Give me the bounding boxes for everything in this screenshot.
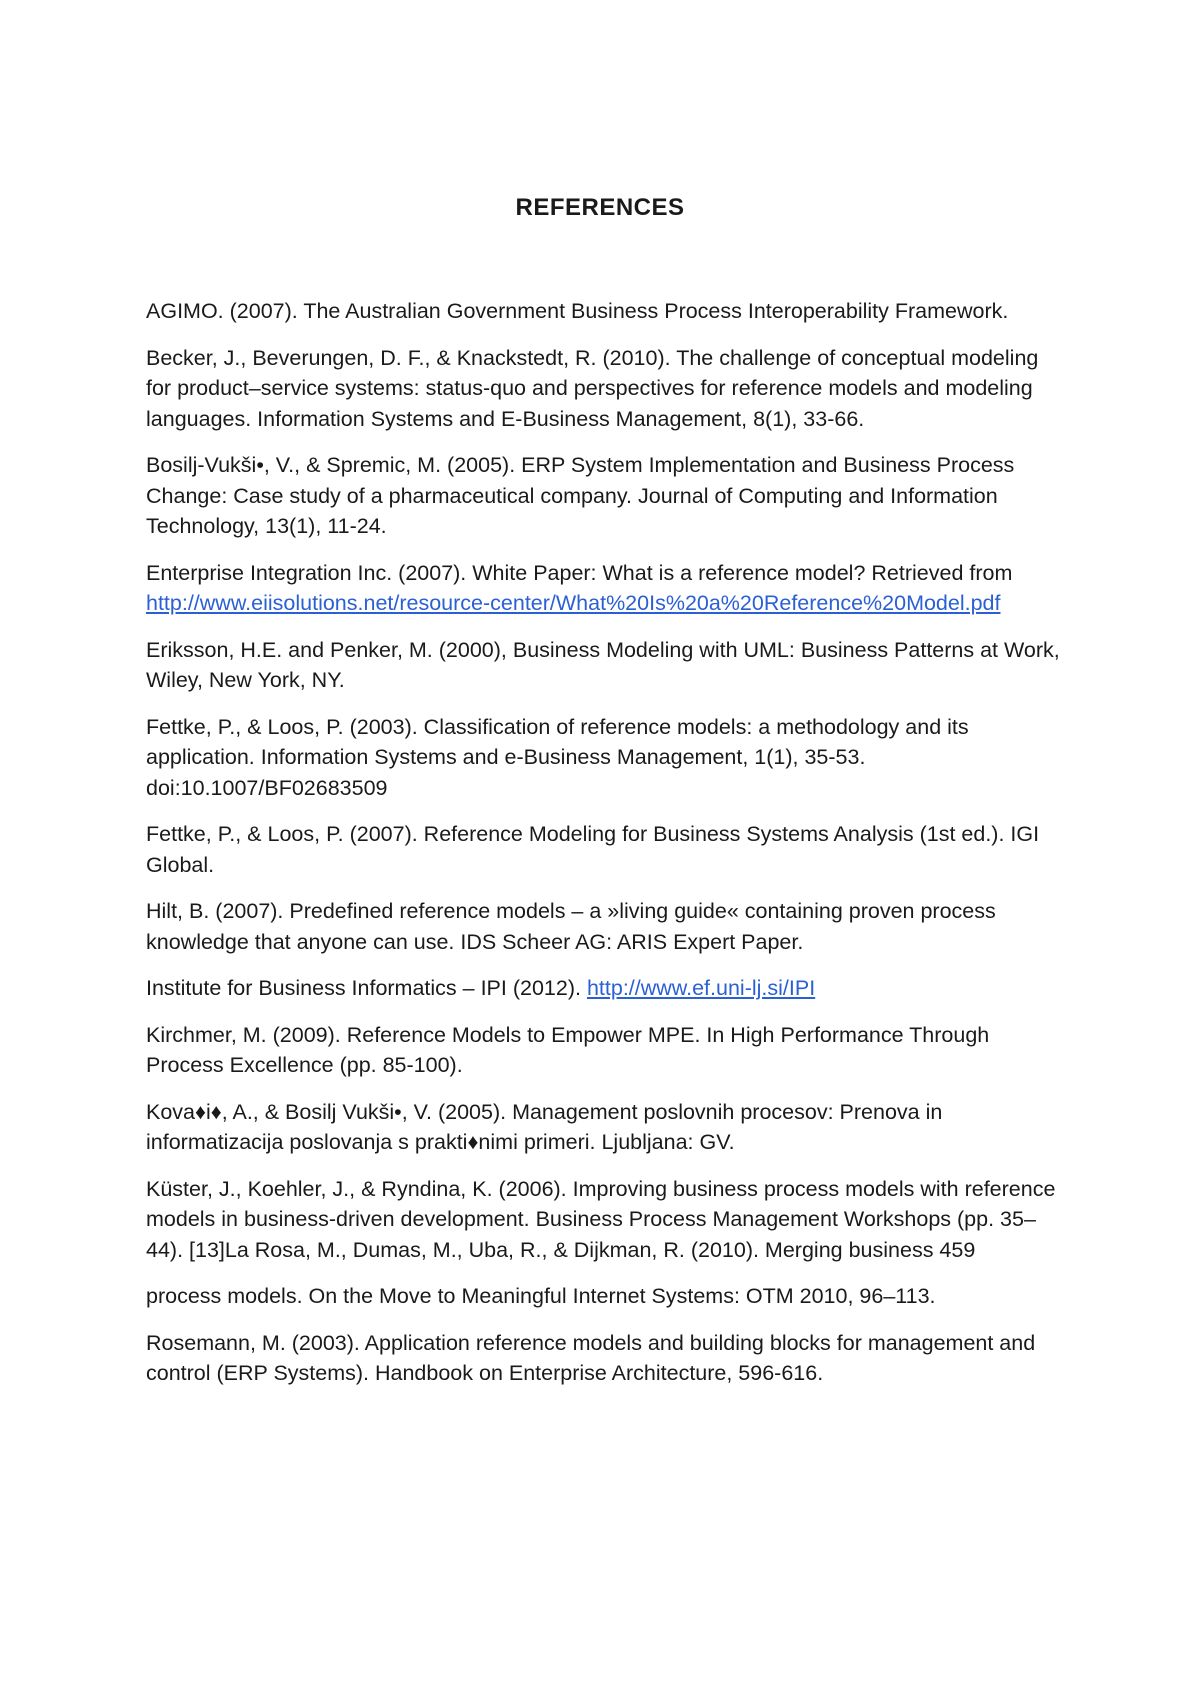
- reference-link[interactable]: http://www.ef.uni-lj.si/IPI: [586, 976, 816, 1000]
- reference-item: [146, 296, 1066, 327]
- reference-text: process models. On the Move to Meaningful Internet Systems: OTM 2010, 96–113.: [146, 1284, 936, 1308]
- reference-text: Hilt, B. (2007). Predefined reference models – a »living guide« containing proven process knowledge that anyone can use. IDS Scheer AG: ARIS Expert Paper.: [146, 899, 996, 954]
- reference-item: [146, 343, 1066, 435]
- reference-item: [146, 450, 1066, 542]
- reference-list: [146, 296, 1066, 1405]
- reference-text: Bosilj-Vukši•, V., & Spremic, M. (2005). ERP System Implementation and Business Process Change: Case study of a pharmaceutical company. Journal of Computing and Information Technology, 13(1), 11-24.: [146, 453, 1015, 538]
- reference-item: [146, 819, 1066, 880]
- reference-text: Enterprise Integration Inc. (2007). White Paper: What is a reference model? Retrieved from: [146, 560, 1013, 585]
- reference-item: [146, 1020, 1066, 1081]
- reference-item: [146, 635, 1066, 696]
- reference-text: Kirchmer, M. (2009). Reference Models to Empower MPE. In High Performance Through Process Excellence (pp. 85-100).: [146, 1022, 990, 1077]
- reference-text: Becker, J., Beverungen, D. F., & Knackstedt, R. (2010). The challenge of conceptual modeling for product–service systems: status-quo and perspectives for reference models and modeling languages. Information Systems and E-Business Management, 8(1), 33-66.: [146, 345, 1039, 431]
- reference-text: AGIMO. (2007). The Australian Government Business Process Interoperability Framework.: [146, 299, 1009, 323]
- reference-item: [146, 1174, 1066, 1266]
- reference-item: [146, 896, 1066, 957]
- reference-item: [146, 1097, 1066, 1158]
- reference-text: Küster, J., Koehler, J., & Ryndina, K. (2006). Improving business process models with reference models in business-driven development. Business Process Management Workshops (pp. 35–44). [13]La Rosa, M., Dumas, M., Uba, R., & Dijkman, R. (2010). Merging business 459: [146, 1176, 1056, 1262]
- reference-text: Rosemann, M. (2003). Application reference models and building blocks for management and control (ERP Systems). Handbook on Enterprise Architecture, 596-616.: [146, 1330, 1036, 1385]
- reference-text: Fettke, P., & Loos, P. (2007). Reference Modeling for Business Systems Analysis (1st ed.). IGI Global.: [146, 822, 1040, 877]
- reference-item: [146, 1328, 1066, 1389]
- reference-text: Eriksson, H.E. and Penker, M. (2000), Business Modeling with UML: Business Patterns at Work, Wiley, New York, NY.: [146, 637, 1060, 692]
- reference-item: [146, 558, 1066, 619]
- reference-text: Institute for Business Informatics – IPI (2012).: [146, 976, 587, 1000]
- reference-item: [146, 1281, 1066, 1312]
- page-title: REFERENCES: [515, 194, 685, 221]
- reference-item: [146, 712, 1066, 804]
- reference-link[interactable]: http://www.eiisolutions.net/resource-center/What%20Is%20a%20Reference%20Model.pdf: [146, 591, 1001, 615]
- reference-text: Fettke, P., & Loos, P. (2003). Classification of reference models: a methodology and its application. Information Systems and e-Business Management, 1(1), 35-53. doi:10.1007/BF02683509: [146, 714, 969, 800]
- reference-text: Kova♦i♦, A., & Bosilj Vukši•, V. (2005). Management poslovnih procesov: Prenova in informatizacija poslovanja s prakti♦nimi primeri. Ljubljana: GV.: [146, 1099, 943, 1154]
- reference-item: [146, 973, 1066, 1004]
